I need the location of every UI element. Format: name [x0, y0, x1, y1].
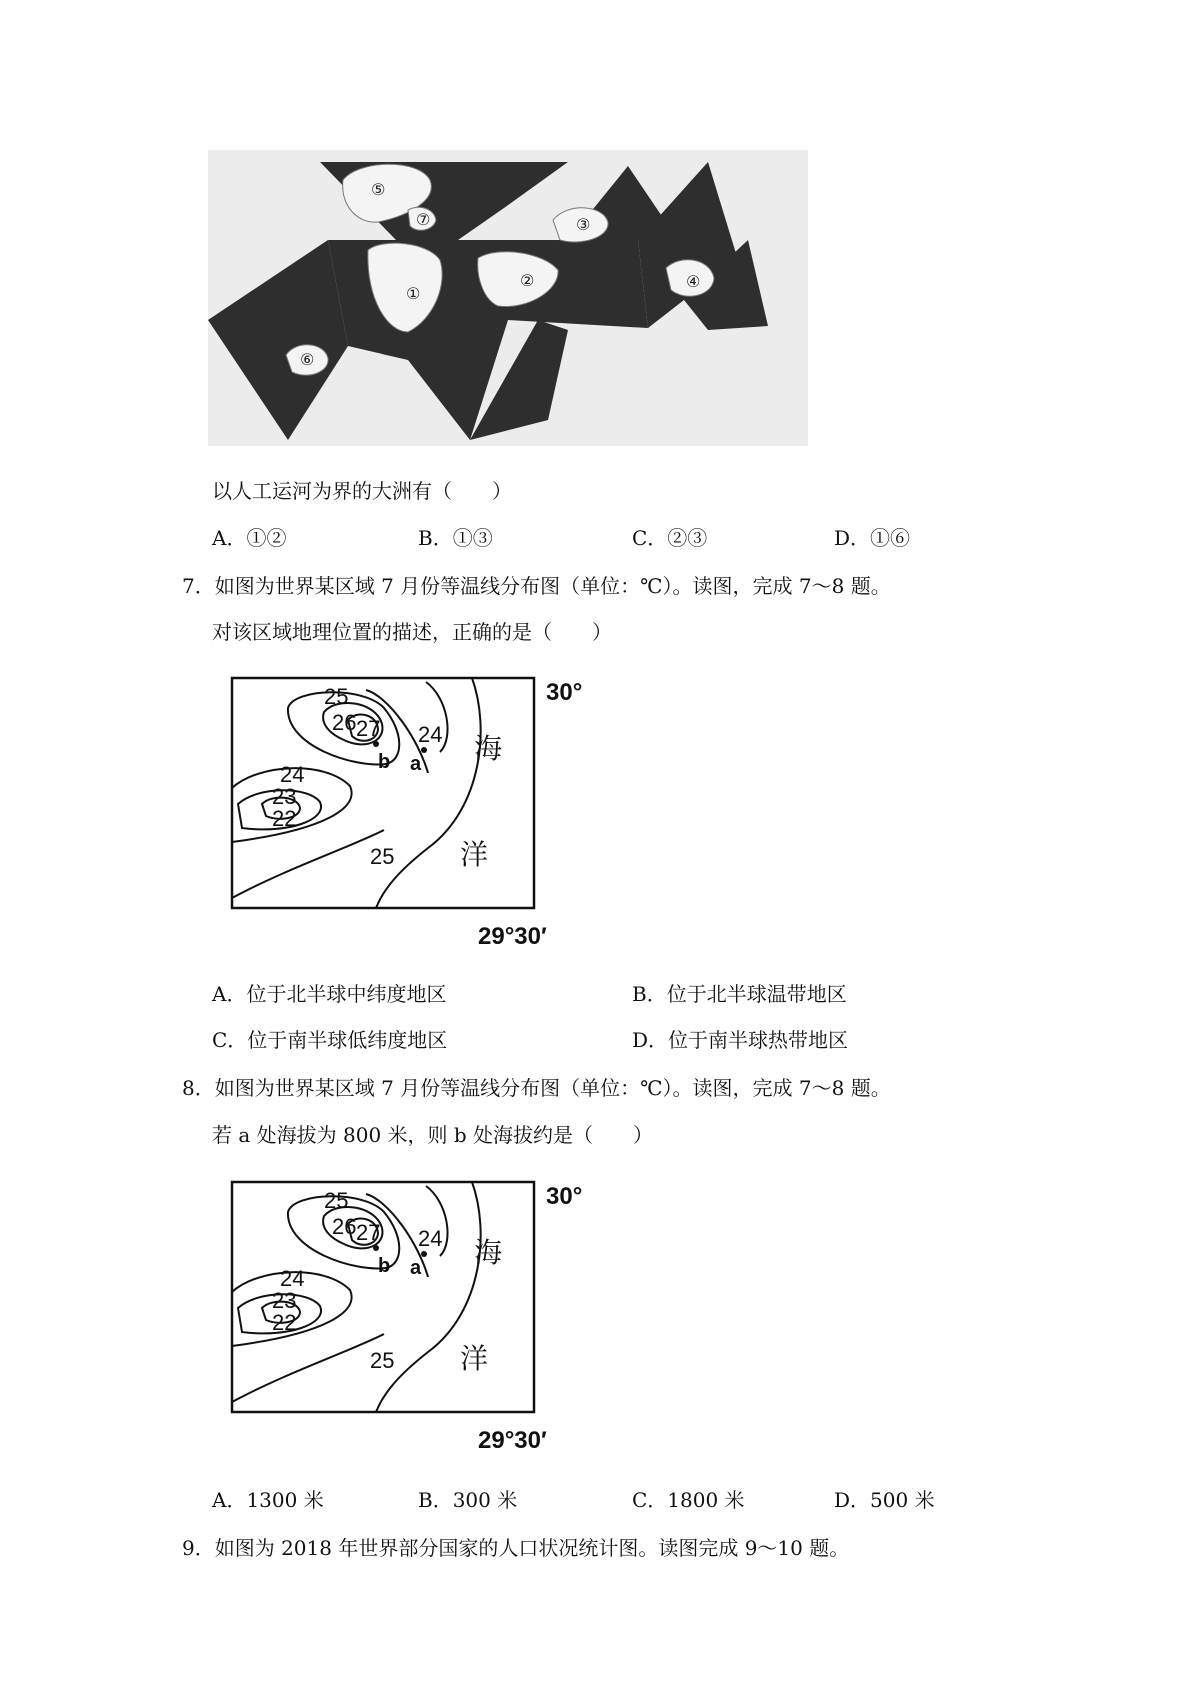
isotherm-25-sw	[232, 830, 384, 898]
map-marker-4: ④	[686, 272, 701, 291]
q7-option-d[interactable]: D．位于南半球热带地区	[632, 1028, 849, 1052]
latitude-30: 30°	[546, 679, 583, 706]
label-22: 22	[272, 806, 297, 831]
q7-option-c[interactable]: C．位于南半球低纬度地区	[212, 1028, 448, 1052]
label-22: 22	[272, 1310, 297, 1335]
latitude-29-30: 29°30′	[478, 1427, 547, 1454]
isotherm-25-east	[376, 1182, 481, 1412]
q7-option-b[interactable]: B．位于北半球温带地区	[632, 982, 847, 1006]
q8-option-b[interactable]: B．300 米	[418, 1488, 518, 1512]
ocean-polygons	[208, 162, 768, 440]
q6-stem: 以人工运河为界的大洲有（ ）	[212, 479, 512, 503]
q9-number-line: 9．如图为 2018 年世界部分国家的人口状况统计图。读图完成 9～10 题。	[182, 1536, 850, 1560]
point-a-label: a	[410, 753, 422, 775]
sea-label-hai: 海	[474, 732, 503, 765]
isotherm-25-sw	[232, 1334, 384, 1402]
label-25-north: 25	[324, 684, 349, 709]
point-a-dot	[421, 747, 427, 753]
label-24-west: 24	[280, 1266, 305, 1291]
point-b-dot	[373, 1245, 379, 1251]
q6-option-a[interactable]: A．①②	[212, 526, 287, 550]
point-a-dot	[421, 1251, 427, 1257]
q8-stem: 若 a 处海拔为 800 米，则 b 处海拔约是（ ）	[212, 1123, 654, 1147]
isotherm-svg-q7	[228, 668, 618, 952]
map-marker-7: ⑦	[416, 210, 431, 229]
ocean-poly-left	[208, 240, 348, 440]
q6-option-d[interactable]: D．①⑥	[834, 526, 911, 550]
point-b-label: b	[378, 751, 391, 773]
label-27: 27	[356, 716, 381, 741]
latitude-29-30: 29°30′	[478, 923, 547, 950]
point-a-label: a	[410, 1257, 422, 1279]
point-b-label: b	[378, 1255, 391, 1277]
q8-option-a[interactable]: A．1300 米	[212, 1488, 324, 1512]
q6-option-b[interactable]: B．①③	[418, 526, 493, 550]
label-27: 27	[356, 1220, 381, 1245]
latitude-30: 30°	[546, 1183, 583, 1210]
q8-number-line: 8．如图为世界某区域 7 月份等温线分布图（单位：℃）。读图，完成 7～8 题。	[182, 1076, 891, 1100]
label-24-east: 24	[418, 722, 443, 747]
isotherm-svg-q8	[228, 1172, 618, 1456]
q7-option-a[interactable]: A．位于北半球中纬度地区	[212, 982, 447, 1006]
map-marker-6: ⑥	[300, 350, 315, 369]
label-25-south: 25	[370, 1348, 395, 1373]
label-25-south: 25	[370, 844, 395, 869]
isotherm-map-q7	[228, 668, 618, 956]
label-23: 23	[272, 1288, 297, 1313]
q6-option-c[interactable]: C．②③	[632, 526, 708, 550]
label-24-east: 24	[418, 1226, 443, 1251]
label-23: 23	[272, 784, 297, 809]
q8-option-d[interactable]: D．500 米	[834, 1488, 935, 1512]
label-25-north: 25	[324, 1188, 349, 1213]
label-24-west: 24	[280, 762, 305, 787]
q7-stem: 对该区域地理位置的描述，正确的是（ ）	[212, 620, 612, 644]
point-b-dot	[373, 741, 379, 747]
world-map-svg	[208, 150, 808, 446]
q8-option-c[interactable]: C．1800 米	[632, 1488, 745, 1512]
label-26: 26	[332, 710, 357, 735]
map-marker-3: ③	[576, 215, 591, 234]
sea-label-yang: 洋	[460, 1342, 489, 1375]
isotherm-25-east	[376, 678, 481, 908]
label-26: 26	[332, 1214, 357, 1239]
world-map-figure	[208, 150, 808, 446]
sea-label-yang: 洋	[460, 838, 489, 871]
q7-number-line: 7．如图为世界某区域 7 月份等温线分布图（单位：℃）。读图，完成 7～8 题。	[182, 574, 891, 598]
map-marker-1: ①	[406, 284, 421, 303]
map-marker-2: ②	[520, 271, 535, 290]
isotherm-map-q8	[228, 1172, 618, 1460]
sea-label-hai: 海	[474, 1236, 503, 1269]
map-marker-5: ⑤	[371, 180, 386, 199]
